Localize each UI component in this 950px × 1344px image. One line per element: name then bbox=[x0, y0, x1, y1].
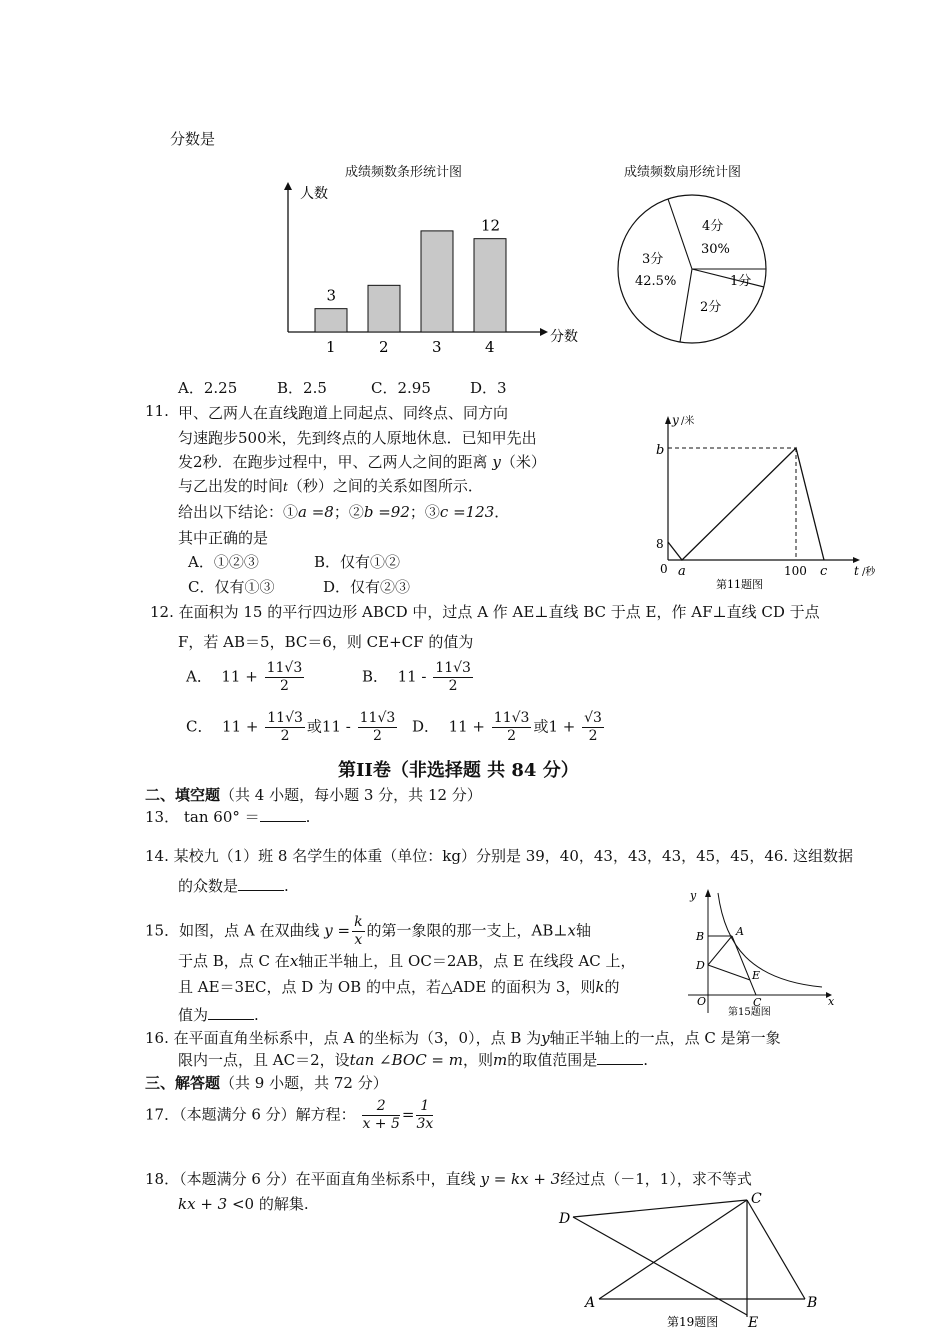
q11-option-d: D．仅有②③ bbox=[323, 578, 411, 596]
q12-line2: F，若 AB＝5，BC＝6，则 CE+CF 的值为 bbox=[178, 633, 474, 651]
q15-caption: 第15题图 bbox=[728, 1007, 771, 1018]
bar-1 bbox=[315, 309, 347, 332]
q15-line4: 值为 . bbox=[178, 1006, 259, 1024]
A-label: A bbox=[736, 925, 744, 938]
q19-caption: 第19题图 bbox=[667, 1315, 719, 1329]
q13: 13． tan 60° ＝ . bbox=[145, 808, 311, 826]
q11-line: 与乙出发的时间t（秒）之间的关系如图所示． bbox=[178, 477, 483, 495]
segment-DB-part bbox=[573, 1217, 747, 1315]
x-axis-arrow bbox=[853, 557, 860, 563]
hundred-label: 100 bbox=[784, 564, 807, 578]
bar-4 bbox=[474, 239, 506, 332]
q11-line: 发2秒．在跑步过程中，甲、乙两人之间的距离 y（米） bbox=[178, 453, 546, 471]
data-label-4: 12 bbox=[481, 216, 501, 235]
q15-line2: 于点 B，点 C 在x轴正半轴上，且 OC＝2AB，点 E 在线段 AC 上， bbox=[178, 952, 636, 970]
q15-line3: 且 AE＝3EC，点 D 为 OB 的中点，若△ADE 的面积为 3，则k的 bbox=[178, 978, 620, 996]
y-axis-arrow bbox=[284, 182, 292, 190]
y-label: y bbox=[672, 413, 679, 427]
pie-label-4: 4分 bbox=[702, 219, 724, 234]
q12-option-c: C． 11 + $\frac{11√3}{2}$ 或11 - $\frac{11√3}{2}$ bbox=[186, 710, 396, 744]
c-label: c bbox=[820, 564, 828, 579]
E-label: E bbox=[752, 969, 761, 982]
q14-line1: 14. 某校九（1）班 8 名学生的体重（单位：kg）分别是 39，40，43，43，43，45，45，46. 这组数据 bbox=[145, 847, 853, 865]
q11-caption: 第11题图 bbox=[716, 578, 763, 591]
pie-label-2: 2分 bbox=[700, 300, 722, 315]
tick-label-1: 1 bbox=[326, 338, 336, 356]
section-fill-heading: 二、填空题（共 4 小题，每小题 3 分，共 12 分） bbox=[145, 786, 482, 804]
tick-label-4: 4 bbox=[485, 338, 495, 356]
x-axis-label: 分数 bbox=[550, 329, 578, 345]
x-label: t bbox=[854, 564, 859, 578]
B-label: B bbox=[807, 1295, 818, 1311]
bar-3 bbox=[421, 231, 453, 332]
pie-chart-title: 成绩频数扇形统计图 bbox=[624, 165, 742, 180]
pie-pct-3: 42.5% bbox=[635, 274, 677, 289]
segment-DA bbox=[708, 936, 732, 965]
q11-option-b: B．仅有①② bbox=[314, 553, 401, 571]
y-axis-arrow bbox=[705, 889, 711, 897]
q11-graph bbox=[650, 410, 885, 595]
q18-line2: kx + 3 <0 的解集. bbox=[178, 1195, 309, 1213]
pie-label-1: 1分 bbox=[730, 274, 752, 289]
q12-line1: 12. 在面积为 15 的平行四边形 ABCD 中，过点 A 作 AE⊥直线 BC 于点 E，作 AF⊥直线 CD 于点 bbox=[150, 603, 820, 621]
x-unit: /秒 bbox=[862, 567, 876, 578]
q10-option-a: A．2.25 bbox=[178, 379, 238, 397]
A-label: A bbox=[585, 1295, 596, 1311]
tick-label-3: 3 bbox=[432, 338, 442, 356]
q12-option-b: B． 11 - $\frac{11√3}{2}$ bbox=[362, 660, 471, 694]
pie-pct-4: 30% bbox=[701, 242, 730, 257]
q15-line1: 15．如图，点 A 在双曲线 y = $\frac{k}{x}$ 的第一象限的那一支上，AB⊥x轴 bbox=[145, 914, 591, 948]
q17: 17．（本题满分 6 分）解方程： $\frac{2}{x + 5}$ = $\frac{1}{3x}$ bbox=[145, 1098, 434, 1132]
q15-graph bbox=[680, 885, 840, 1020]
y-axis-arrow bbox=[665, 416, 671, 424]
a-label: a bbox=[678, 564, 686, 579]
x-axis-arrow bbox=[540, 328, 548, 336]
D-label: D bbox=[696, 959, 705, 972]
pie-label-3: 3分 bbox=[642, 252, 664, 267]
q11-number: 11. bbox=[145, 402, 169, 420]
segment-CB bbox=[747, 1200, 805, 1299]
eight-label: 8 bbox=[656, 537, 664, 551]
bar-2 bbox=[368, 285, 400, 332]
intro-text: 分数是 bbox=[170, 130, 216, 148]
bar-chart-title: 成绩频数条形统计图 bbox=[345, 165, 463, 180]
q14-line2: 的众数是 . bbox=[178, 877, 289, 895]
D-label: D bbox=[559, 1211, 571, 1227]
section2-title: 第II卷（非选择题 共 84 分） bbox=[338, 760, 579, 781]
q10-option-d: D．3 bbox=[470, 379, 507, 397]
segment-AC bbox=[599, 1200, 747, 1299]
segment-DC bbox=[573, 1200, 747, 1217]
bar-chart bbox=[270, 178, 590, 358]
y-label: y bbox=[690, 889, 697, 902]
q11-line: 匀速跑步500米，先到终点的人原地休息．已知甲先出 bbox=[178, 429, 537, 447]
answer-blank bbox=[238, 876, 284, 891]
y-unit: /米 bbox=[681, 416, 695, 427]
C-label: C bbox=[753, 996, 762, 1009]
q11-line: 给出以下结论：①a =8；②b =92；③c =123． bbox=[178, 503, 510, 521]
q18-line1: 18．（本题满分 6 分）在平面直角坐标系中，直线 y = kx + 3经过点（－1，1），求不等式 bbox=[145, 1170, 752, 1188]
q16-line1: 16. 在平面直角坐标系中，点 A 的坐标为（3，0），点 B 为y轴正半轴上的一点，点 C 是第一象 bbox=[145, 1029, 781, 1047]
O-label: O bbox=[697, 995, 707, 1008]
q10-option-b: B．2.5 bbox=[277, 379, 327, 397]
x-label: x bbox=[828, 995, 835, 1008]
y-axis-label: 人数 bbox=[300, 186, 328, 202]
segment-AC bbox=[732, 936, 756, 995]
segment-DE bbox=[708, 965, 750, 980]
tick-label-2: 2 bbox=[379, 338, 389, 356]
q11-option-c: C．仅有①③ bbox=[188, 578, 275, 596]
q12-option-d: D． 11 + $\frac{11√3}{2}$ 或1 + $\frac{√3}{2}$ bbox=[412, 710, 602, 744]
pie-chart bbox=[610, 185, 775, 350]
q12-option-a: A． 11 + $\frac{11√3}{2}$ bbox=[186, 660, 303, 694]
B-label: B bbox=[696, 930, 705, 943]
section-answer-heading: 三、解答题（共 9 小题，共 72 分） bbox=[145, 1074, 388, 1092]
data-label-1: 3 bbox=[326, 286, 337, 305]
origin-label: 0 bbox=[660, 562, 668, 576]
q19-graph bbox=[555, 1185, 830, 1344]
q10-option-c: C．2.95 bbox=[371, 379, 431, 397]
E-label: E bbox=[748, 1315, 759, 1331]
q16-line2: 限内一点，且 AC＝2，设tan ∠BOC = m，则m的取值范围是 . bbox=[178, 1051, 649, 1069]
q11-option-a: A．①②③ bbox=[188, 553, 259, 571]
q11-line: 其中正确的是 bbox=[178, 529, 269, 547]
answer-blank bbox=[260, 807, 306, 822]
distance-line bbox=[668, 448, 824, 560]
answer-blank bbox=[597, 1050, 643, 1065]
answer-blank bbox=[208, 1005, 254, 1020]
b-label: b bbox=[656, 443, 665, 458]
C-label: C bbox=[751, 1191, 762, 1207]
q11-line: 甲、乙两人在直线跑道上同起点、同终点、同方向 bbox=[178, 404, 509, 422]
